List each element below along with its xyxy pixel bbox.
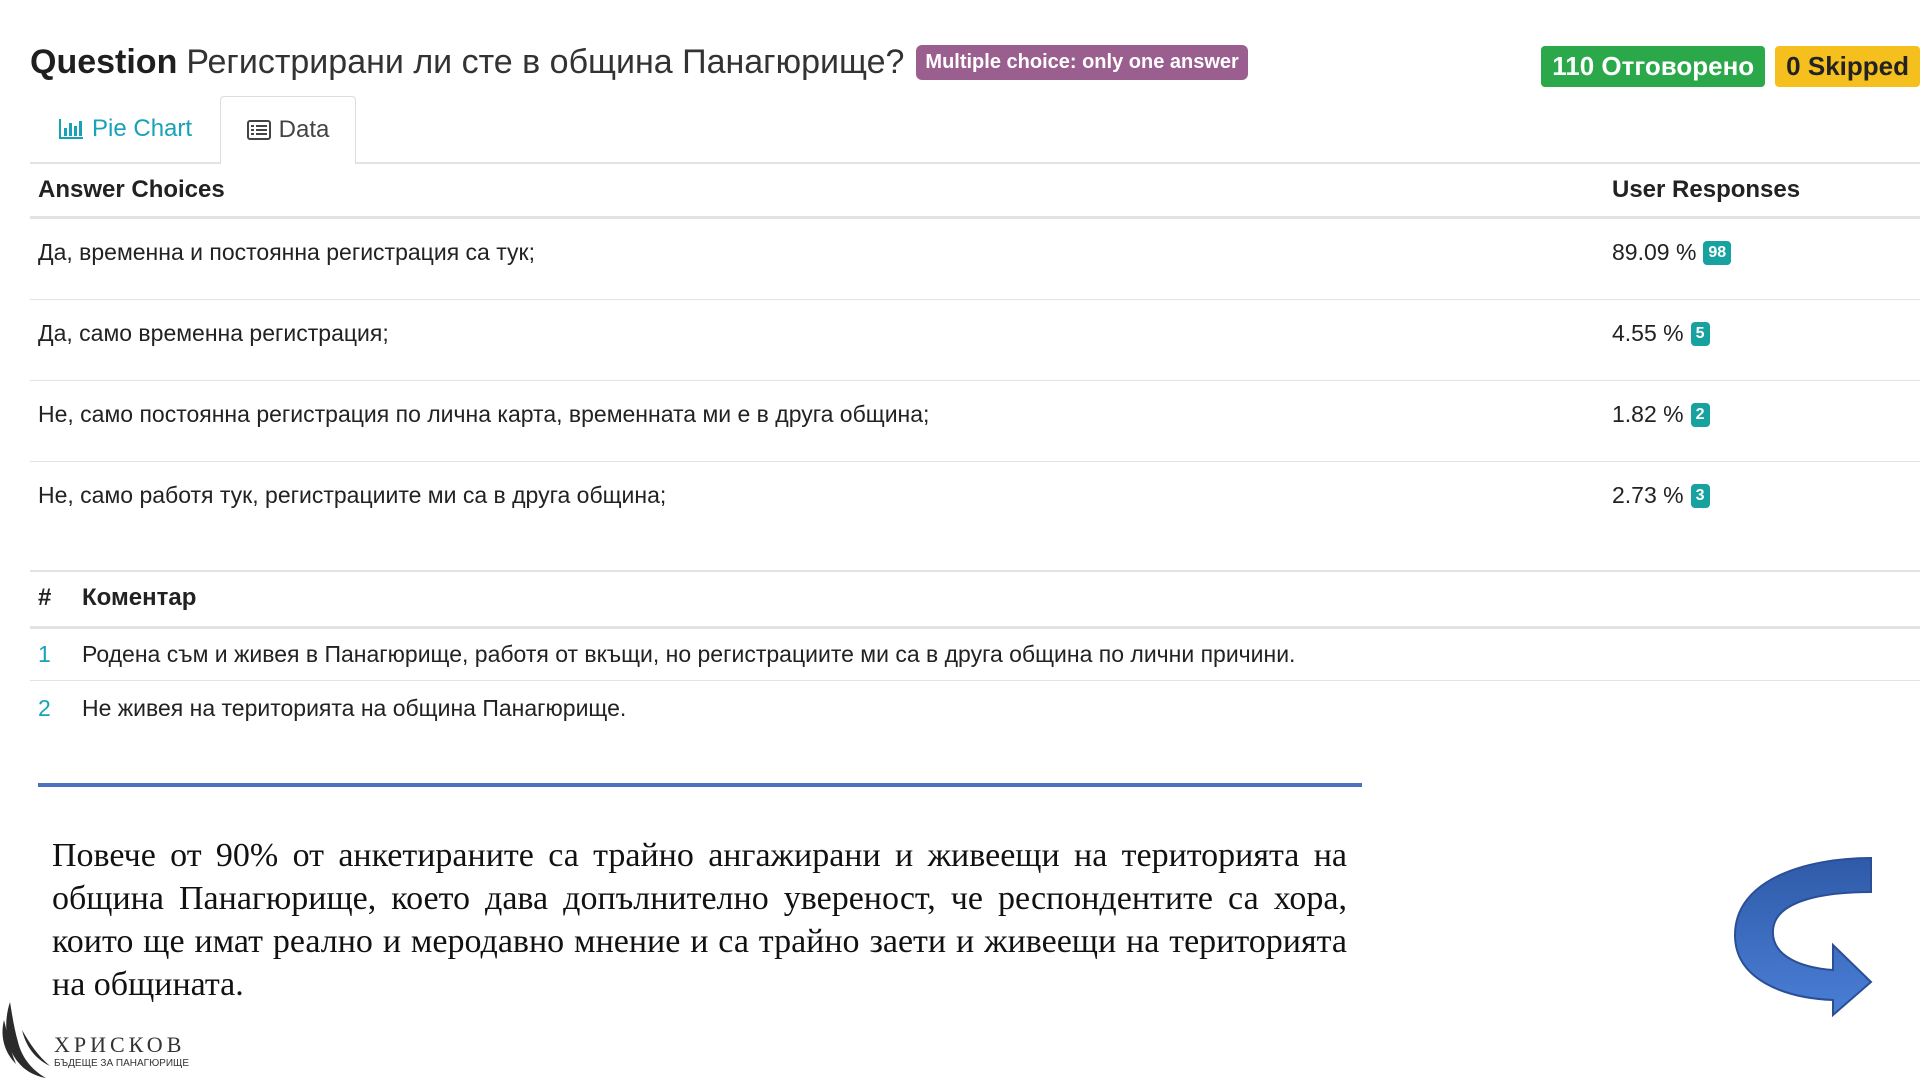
tab-pie-chart[interactable] [58, 96, 192, 162]
answer-choice: Да, временна и постоянна регистрация са тук; [38, 239, 535, 265]
tab-data[interactable] [220, 96, 356, 165]
view-tabs [30, 96, 1920, 164]
header-answer-choices: Answer Choices [38, 176, 225, 203]
comment-number: 1 [38, 641, 51, 667]
answer-response [1612, 401, 1710, 428]
table-row [30, 462, 1920, 542]
header-number: # [38, 584, 52, 611]
tab-pie-chart-label: Pie Chart [92, 115, 193, 142]
table-row [30, 300, 1920, 381]
header-comment: Коментар [82, 584, 197, 611]
header-user-responses: User Responses [1612, 176, 1801, 203]
tab-data-label: Data [278, 116, 330, 143]
response-percent: 2.73 % [1612, 482, 1684, 508]
question-type-badge: Multiple choice: only one answer [916, 45, 1247, 80]
answer-choice: Не, само постоянна регистрация по лична карта, временната ми е в друга община; [38, 401, 930, 427]
section-divider [38, 783, 1362, 787]
response-percent: 4.55 % [1612, 320, 1684, 346]
table-icon [247, 120, 271, 140]
answer-response [1612, 239, 1731, 266]
logo-wing-icon [0, 1000, 60, 1085]
response-count-badge: 2 [1691, 403, 1710, 427]
answer-choice: Не, само работя тук, регистрациите ми са в друга община; [38, 482, 667, 508]
comments-table-header [30, 570, 1920, 629]
response-badges [1541, 46, 1920, 87]
comment-text: Родена съм и живея в Панагюрище, работя от вкъщи, но регистрациите ми са в друга община по лични причини. [82, 641, 1296, 667]
answer-response [1612, 482, 1710, 509]
curved-arrow-icon [1725, 850, 1885, 1025]
comment-text: Не живея на територията на община Панагюрище. [82, 695, 627, 721]
response-percent: 1.82 % [1612, 401, 1684, 427]
question-title: Регистрирани ли сте в община Панагюрище? [186, 42, 905, 81]
question-prefix: Question [30, 42, 178, 81]
table-row [30, 381, 1920, 462]
bar-chart-icon [58, 118, 84, 140]
answered-badge: 110 Отговорено [1541, 46, 1765, 87]
question-header [30, 38, 1248, 86]
comment-number: 2 [38, 695, 51, 721]
response-count-badge: 98 [1703, 241, 1731, 265]
response-count-badge: 5 [1691, 322, 1710, 346]
table-row [30, 219, 1920, 300]
answer-response [1612, 320, 1710, 347]
answers-table-header [30, 166, 1920, 219]
logo-name: ХРИСКОВ [54, 1032, 186, 1057]
summary-text: Повече от 90% от анкетираните са трайно ангажирани и живеещи на територията на община Панагюрище, което дава допълнително увереност, че респондентите са хора, които ще имат реално и меродавно мнение и са трайно заети и живеещи на територията на общината. [52, 837, 1347, 1003]
response-count-badge: 3 [1691, 484, 1710, 508]
answer-choice: Да, само временна регистрация; [38, 320, 389, 346]
response-percent: 89.09 % [1612, 239, 1697, 265]
skipped-badge: 0 Skipped [1775, 46, 1920, 87]
logo-tagline: БЪДЕЩЕ ЗА ПАНАГЮРИЩЕ [54, 1058, 190, 1069]
comment-row [30, 627, 1920, 681]
comment-row [30, 681, 1920, 734]
